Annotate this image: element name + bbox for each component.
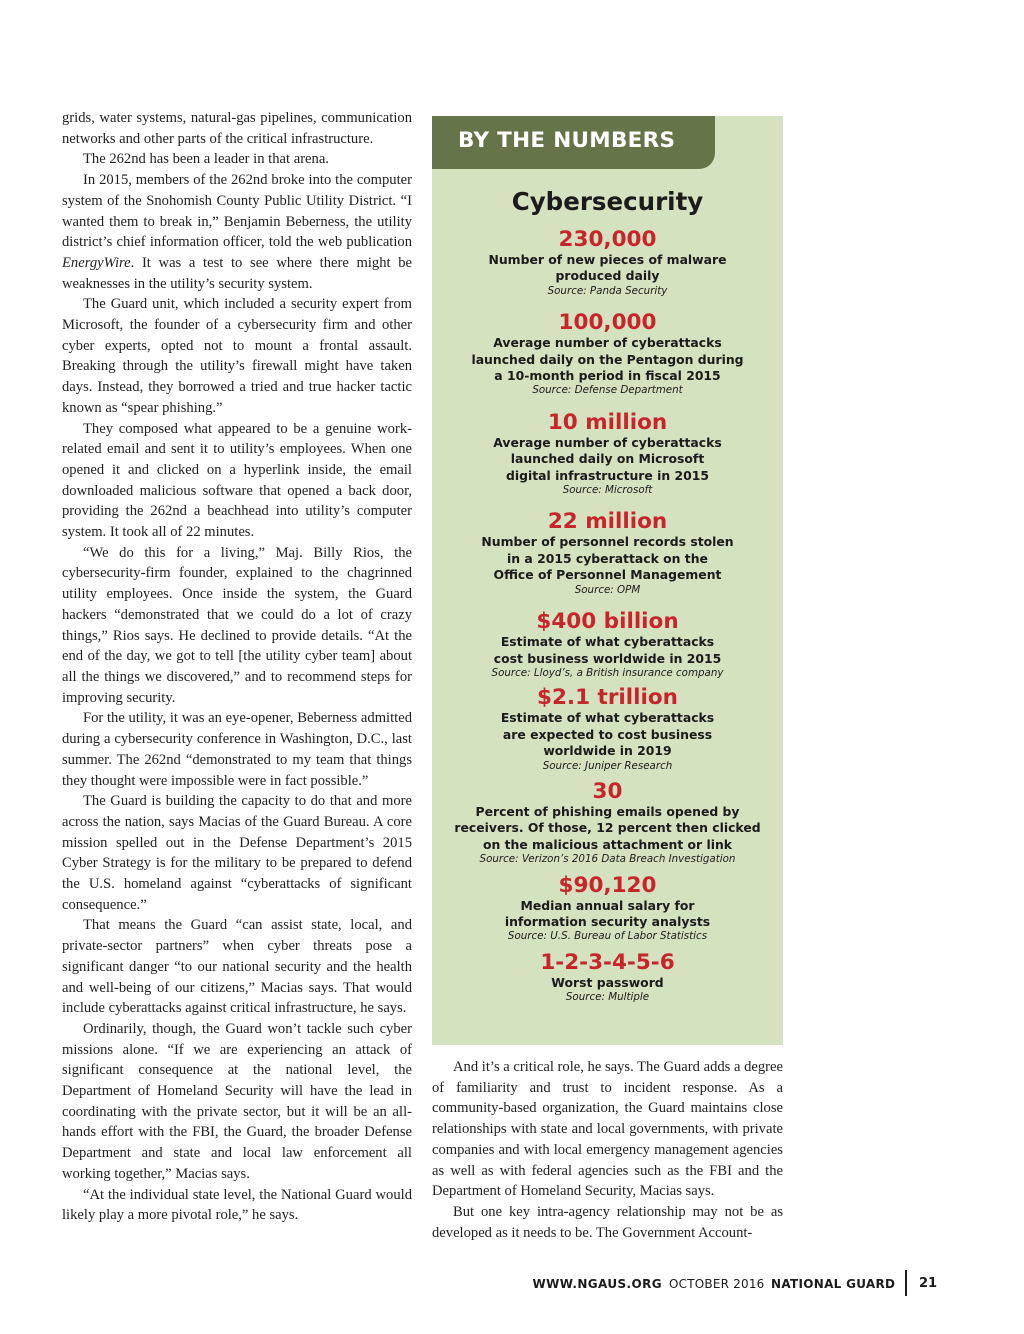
article-paragraph: Ordinarily, though, the Guard won’t tackle such cyber missions alone. “If we are experiencing an attack of significant consequence at the national level, the Department of Homeland Security will have the lead in coordinating with the private sector, but it will be an all-hands effort with the FBI, the Guard, the broader Defense Department and state and local law enforcement all working together,” Macias says. xyxy=(62,1020,412,1182)
stat-description: in a 2015 cyberattack on the xyxy=(507,550,708,566)
stat-value: $400 billion xyxy=(536,609,679,635)
article-paragraph: That means the Guard “can assist state, local, and private-sector partners” when cyber threats pose a significant danger “to our national security and the health and well-being of our citizens,” Macias says. That would include cyberattacks against critical infrastructure, he says. xyxy=(62,917,412,1017)
stat-description: launched daily on Microsoft xyxy=(510,451,705,467)
stat-source: Source: Verizon’s 2016 Data Breach Investigation xyxy=(479,853,736,866)
stat-source: Source: Lloyd’s, a British insurance company xyxy=(491,666,724,679)
stat-description: digital infrastructure in 2015 xyxy=(505,467,710,483)
sidebar-heading: Cybersecurity xyxy=(511,187,704,216)
stat-description: are expected to cost business xyxy=(502,726,713,742)
stat-description: Worst password xyxy=(551,974,664,990)
stat-source: Source: Multiple xyxy=(565,991,650,1004)
stat-block xyxy=(432,609,783,680)
stat-description: produced daily xyxy=(555,268,660,284)
article-paragraph: The Guard is building the capacity to do that and more across the nation, says Macias of the Guard Bureau. A core mission spelled out in the Defense Department’s 2015 Cyber Strategy is for the military to be prepared to defend the U.S. homeland against “cyberattacks of significant consequence.” xyxy=(62,793,412,913)
stat-block xyxy=(432,873,783,944)
stat-description: a 10-month period in fiscal 2015 xyxy=(494,368,721,384)
stat-description: Average number of cyberattacks xyxy=(493,335,722,351)
article-paragraph: The Guard unit, which included a security expert from Microsoft, the founder of a cybersecurity firm and other cyber experts, opted not to mount a frontal assault. Breaking through the utility’s firewall might have taken days. Instead, they borrowed a tried and true hacker tactic known as “spear phishing.” xyxy=(62,296,412,416)
stat-block xyxy=(432,227,783,298)
stats-list xyxy=(432,227,783,1005)
stat-description: Number of personnel records stolen xyxy=(481,534,734,550)
stat-description: launched daily on the Pentagon during xyxy=(471,351,744,367)
stat-block xyxy=(432,410,783,498)
article-left-column xyxy=(62,108,412,1226)
article-paragraph: “We do this for a living,” Maj. Billy Rios, the cybersecurity-firm founder, explained to the chagrinned utility employees. Once inside the system, the Guard hackers “demonstrated that we could do a lot of crazy things,” Rios says. He declined to provide details. “At the end of the day, we got to tell [the utility cyber team] about all the things we discovered,” and to recommend steps for improving security. xyxy=(62,544,412,706)
stat-value: $90,120 xyxy=(558,872,657,898)
stat-description: Median annual salary for xyxy=(520,897,695,913)
stat-value: 1-2-3-4-5-6 xyxy=(540,949,675,975)
stat-value: $2.1 trillion xyxy=(537,685,678,711)
article-paragraph: But one key intra-agency relationship may not be as developed as it needs to be. The Government Account- xyxy=(432,1203,783,1241)
stat-description: Average number of cyberattacks xyxy=(493,434,722,450)
stat-description: receivers. Of those, 12 percent then clicked xyxy=(454,820,761,836)
stat-value: 30 xyxy=(592,778,623,804)
article-paragraph: “At the individual state level, the National Guard would likely play a more pivotal role,” he says. xyxy=(62,1186,412,1224)
stat-source: Source: Microsoft xyxy=(562,484,653,497)
article-paragraph: In 2015, members of the 262nd broke into the computer system of the Snohomish County Public Utility District. “I wanted them to break in,” Benjamin Beberness, the utility district’s chief information officer, told the web publication EnergyWire. It was a test to see where there might be weaknesses in the utility’s security system. xyxy=(62,172,412,292)
stat-description: Percent of phishing emails opened by xyxy=(475,803,740,819)
stat-block xyxy=(432,310,783,398)
sidebar-tab xyxy=(432,116,715,169)
publication-name: EnergyWire xyxy=(62,254,131,271)
stat-block xyxy=(432,779,783,867)
stat-description: on the malicious attachment or link xyxy=(482,836,733,852)
stat-description: cost business worldwide in 2015 xyxy=(493,650,722,666)
stat-description: Office of Personnel Management xyxy=(493,567,722,583)
stat-value: 22 million xyxy=(547,509,668,535)
footer-url: WWW.NGAUS.ORG xyxy=(532,1277,662,1291)
article-right-column xyxy=(432,1057,783,1243)
stat-description: information security analysts xyxy=(504,913,711,929)
page-number: 21 xyxy=(919,1276,938,1291)
stat-description: Estimate of what cyberattacks xyxy=(500,634,715,650)
sidebar-tab-label: BY THE NUMBERS xyxy=(458,128,676,153)
stat-block xyxy=(432,685,783,773)
page-footer xyxy=(0,1270,1024,1300)
stat-source: Source: Juniper Research xyxy=(542,759,673,772)
stat-block xyxy=(432,509,783,597)
stat-source: Source: Panda Security xyxy=(547,284,668,297)
stat-value: 100,000 xyxy=(558,310,657,336)
stat-source: Source: U.S. Bureau of Labor Statistics xyxy=(507,930,708,943)
footer-divider xyxy=(905,1270,907,1296)
stat-value: 230,000 xyxy=(558,227,657,252)
footer-magazine-name: NATIONAL GUARD xyxy=(771,1277,896,1291)
stat-block xyxy=(432,950,783,1005)
article-paragraph: For the utility, it was an eye-opener, Beberness admitted during a cybersecurity conference in Washington, D.C., last summer. The 262nd “demonstrated to my team that things they thought were impossible were in fact possible.” xyxy=(62,710,412,789)
stat-source: Source: OPM xyxy=(574,583,641,596)
stat-description: Number of new pieces of malware xyxy=(488,252,727,267)
article-paragraph: And it’s a critical role, he says. The Guard adds a degree of familiarity and trust to incident response. As a community-based organization, the Guard maintains close relationships with state and local governments, with private companies and with local emergency management agencies as well as with federal agencies such as the FBI and the Department of Homeland Security, Macias says. xyxy=(432,1059,783,1200)
stat-value: 10 million xyxy=(547,409,668,435)
footer-date: OCTOBER 2016 xyxy=(669,1277,765,1291)
article-paragraph: They composed what appeared to be a genuine work-related email and sent it to utility’s employees. When one opened it and clicked on a hyperlink inside, the email downloaded malicious software that opened a back door, providing the 262nd a beachhead into utility’s computer system. It took all of 22 minutes. xyxy=(62,420,412,541)
stat-description: Estimate of what cyberattacks xyxy=(500,710,715,726)
article-paragraph: The 262nd has been a leader in that arena. xyxy=(83,151,329,168)
article-paragraph: grids, water systems, natural-gas pipelines, communication networks and other parts of the critical infrastructure. xyxy=(62,110,412,147)
stat-description: worldwide in 2019 xyxy=(543,743,672,759)
stat-source: Source: Defense Department xyxy=(532,384,683,397)
